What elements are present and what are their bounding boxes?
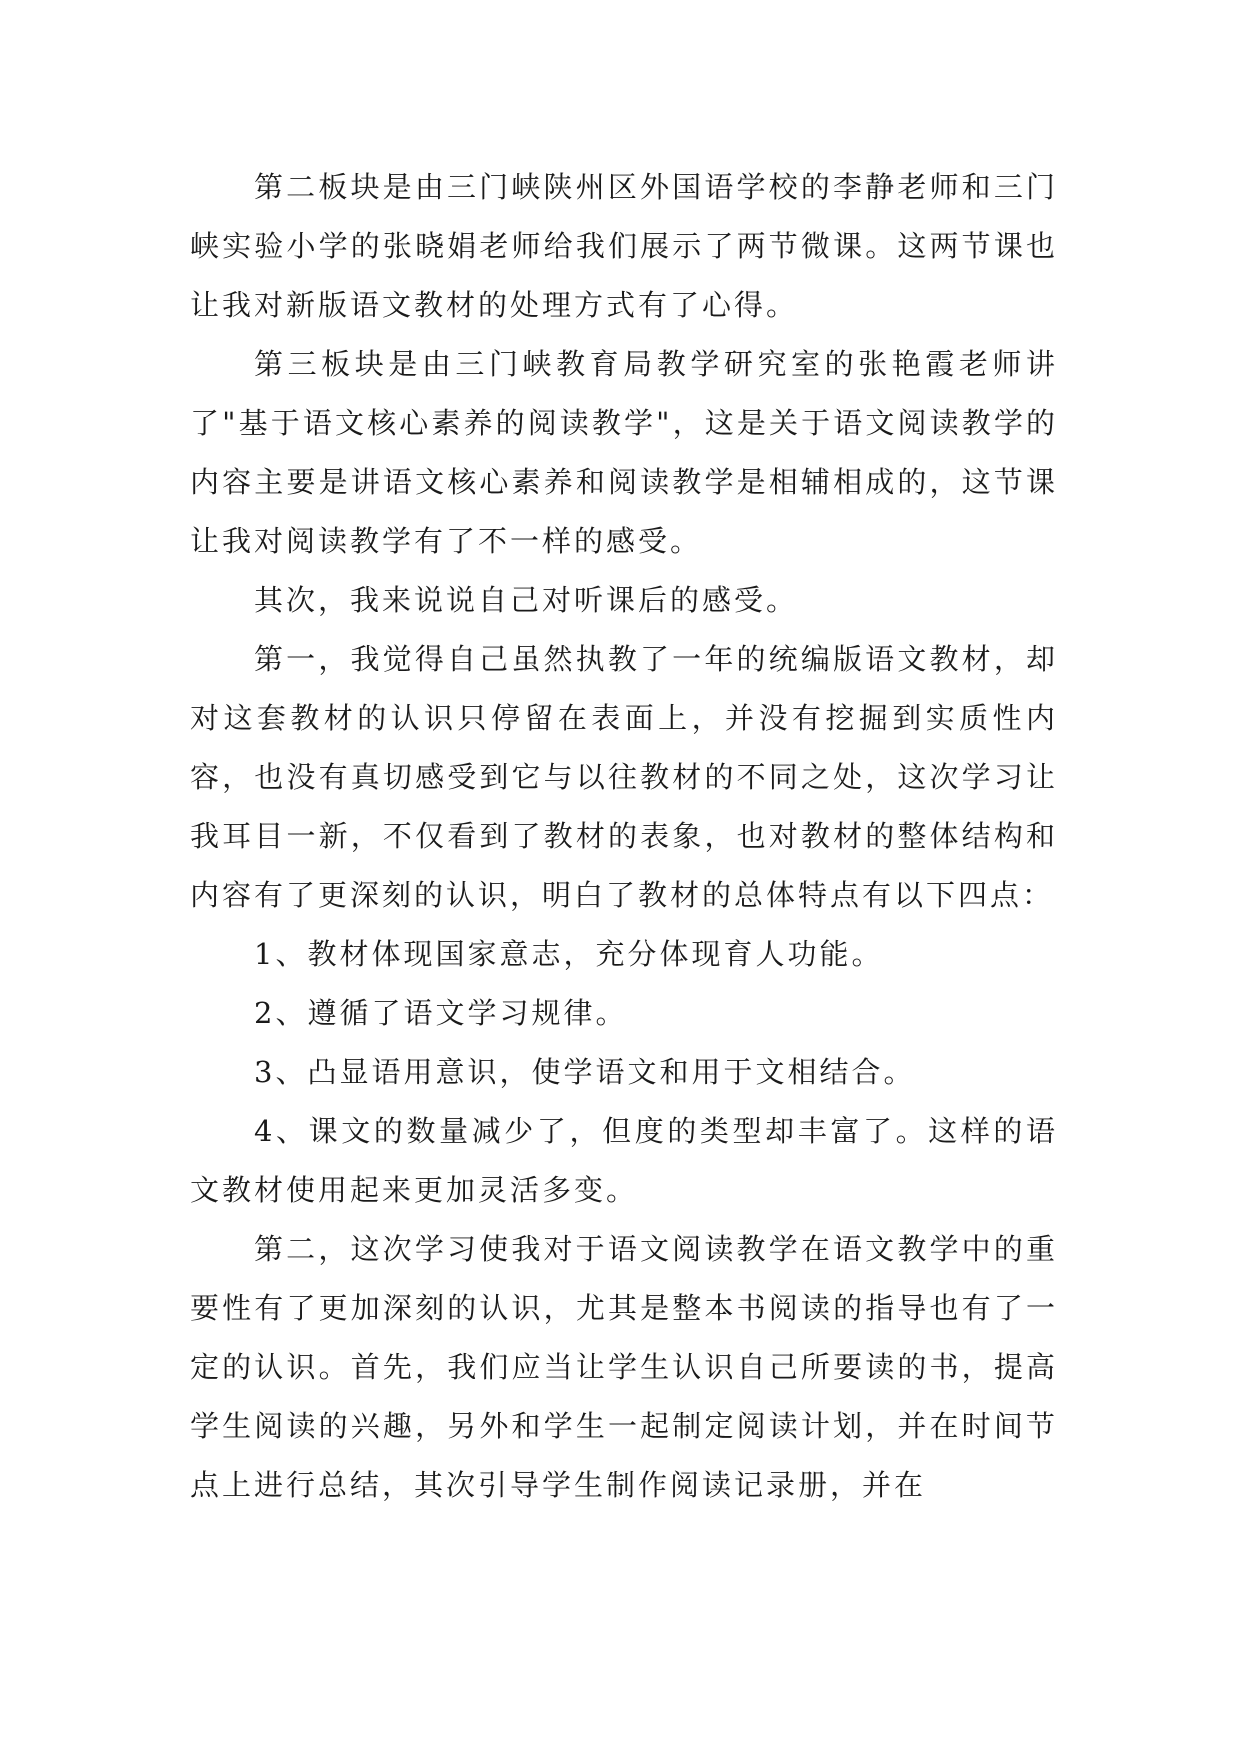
paragraph-first-point: 第一，我觉得自己虽然执教了一年的统编版语文教材，却对这套教材的认识只停留在表面上，并没有挖掘到实质性内容，也没有真切感受到它与以往教材的不同之处，这次学习让我耳目一新，不仅看到了教材的表象，也对教材的整体结构和内容有了更深刻的认识，明白了教材的总体特点有以下四点： bbox=[190, 642, 1058, 912]
paragraph-feelings-intro: 其次，我来说说自己对听课后的感受。 bbox=[254, 583, 799, 617]
list-item-3: 3、凸显语用意识，使学语文和用于文相结合。 bbox=[254, 1055, 916, 1089]
list-item-4: 4、课文的数量减少了，但度的类型却丰富了。这样的语文教材使用起来更加灵活多变。 bbox=[190, 1114, 1058, 1207]
paragraph-second-point: 第二，这次学习使我对于语文阅读教学在语文教学中的重要性有了更加深刻的认识，尤其是整本书阅读的指导也有了一定的认识。首先，我们应当让学生认识自己所要读的书，提高学生阅读的兴趣，另外和学生一起制定阅读计划，并在时间节点上进行总结，其次引导学生制作阅读记录册，并在 bbox=[190, 1232, 1058, 1502]
document-body bbox=[190, 158, 1058, 1515]
paragraph-section-two: 第二板块是由三门峡陕州区外国语学校的李静老师和三门峡实验小学的张晓娟老师给我们展示了两节微课。这两节课也让我对新版语文教材的处理方式有了心得。 bbox=[190, 170, 1058, 322]
paragraph-section-three: 第三板块是由三门峡教育局教学研究室的张艳霞老师讲了"基于语文核心素养的阅读教学"，这是关于语文阅读教学的内容主要是讲语文核心素养和阅读教学是相辅相成的，这节课让我对阅读教学有了不一样的感受。 bbox=[190, 347, 1058, 558]
list-item-2: 2、遵循了语文学习规律。 bbox=[254, 996, 628, 1030]
list-item-1: 1、教材体现国家意志，充分体现育人功能。 bbox=[254, 937, 884, 971]
